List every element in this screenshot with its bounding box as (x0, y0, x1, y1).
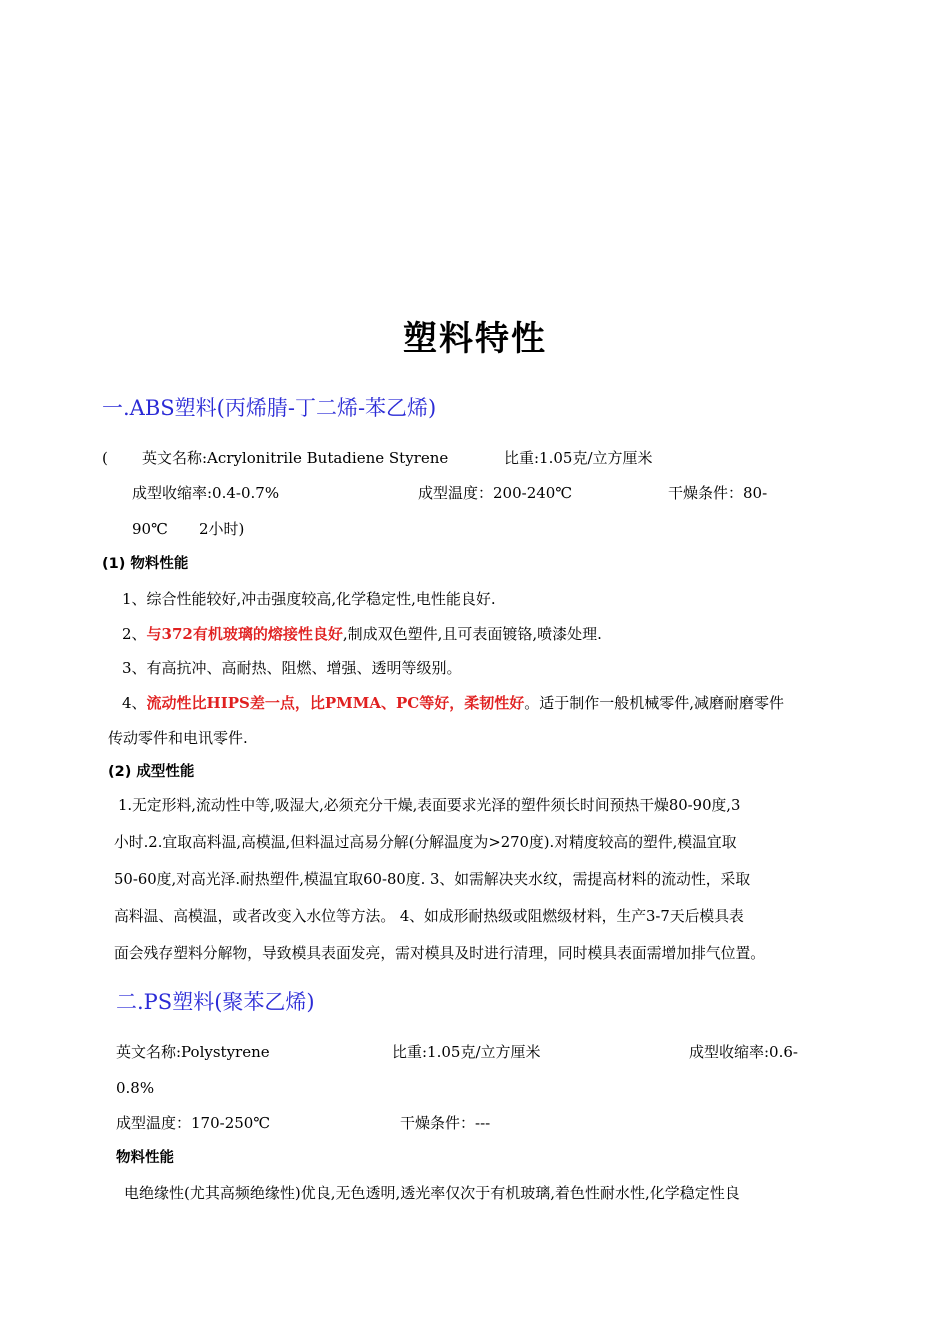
abs-molding-line-4: 高料温、高模温，或者改变入水位等方法。 4、如成形耐热级或阻燃级材料，生产3-7天后模具表 (114, 908, 744, 925)
abs-molding-line-1: 1.无定形料,流动性中等,吸湿大,必须充分干燥,表面要求光泽的塑件须长时间预热干燥80-90度,3 (118, 797, 741, 814)
abs-molding-line-2: 小时.2.宜取高料温,高模温,但料温过高易分解(分解温度为>270度).对精度较高的塑件,模温宜取 (114, 834, 737, 851)
ps-shrinkage: 成型收缩率:0.6- (689, 1043, 798, 1061)
ps-density: 比重:1.05克/立方厘米 (392, 1043, 541, 1061)
abs-item-4-rest: 。适于制作一般机械零件,减磨耐磨零件 (524, 694, 784, 712)
abs-item-1: 1、综合性能较好,冲击强度较高,化学稳定性,电性能良好. (122, 590, 496, 608)
abs-item-2-prefix: 2、 (122, 625, 147, 643)
abs-english-name: 英文名称:Acrylonitrile Butadiene Styrene (142, 449, 449, 467)
abs-item-4-highlight: 流动性比HIPS差一点，比PMMA、PC等好，柔韧性好 (146, 694, 525, 712)
abs-item-2 (122, 627, 602, 642)
ps-english-name: 英文名称:Polystyrene (116, 1043, 270, 1061)
abs-open-paren: ( (102, 449, 108, 467)
abs-molding-line-3: 50-60度,对高光泽.耐热塑件,模温宜取60-80度. 3、如需解决夹水纹，需提高材料的流动性，采取 (114, 871, 751, 888)
abs-molding-line-5: 面会残存塑料分解物，导致模具表面发亮，需对模具及时进行清理，同时模具表面需增加排气位置。 (114, 945, 766, 962)
abs-item-2-highlight: 与372有机玻璃的熔接性良好 (146, 625, 343, 643)
abs-item-4-line-2: 传动零件和电讯零件. (108, 729, 248, 747)
abs-item-3: 3、有高抗冲、高耐热、阻燃、增强、透明等级别。 (122, 659, 462, 677)
abs-drying: 干燥条件：80- (668, 484, 768, 502)
page-title: 塑料特性 (403, 319, 547, 359)
ps-drying: 干燥条件：--- (400, 1114, 491, 1132)
abs-item-4 (122, 696, 784, 711)
abs-item-4-prefix: 4、 (122, 694, 147, 712)
abs-section-material: (1) 物料性能 (102, 556, 189, 572)
abs-item-2-rest: ,制成双色塑件,且可表面镀铬,喷漆处理. (342, 625, 602, 643)
abs-drying-cont: 90℃ (132, 520, 168, 538)
abs-section-molding: (2) 成型性能 (108, 764, 195, 780)
ps-shrinkage-cont: 0.8% (116, 1079, 155, 1097)
ps-section-material: 物料性能 (116, 1150, 174, 1166)
abs-density: 比重:1.05克/立方厘米 (504, 449, 653, 467)
abs-mold-temp: 成型温度：200-240℃ (418, 484, 573, 502)
abs-heading: 一.ABS塑料(丙烯腈-丁二烯-苯乙烯) (102, 396, 437, 420)
ps-material-line-1: 电绝缘性(尤其高频绝缘性)优良,无色透明,透光率仅次于有机玻璃,着色性耐水性,化学稳定性良 (124, 1184, 740, 1202)
ps-heading: 二.PS塑料(聚苯乙烯) (116, 990, 315, 1014)
abs-drying-time: 2小时) (199, 520, 245, 538)
abs-shrinkage: 成型收缩率:0.4-0.7% (132, 484, 280, 502)
ps-mold-temp: 成型温度：170-250℃ (116, 1114, 271, 1132)
